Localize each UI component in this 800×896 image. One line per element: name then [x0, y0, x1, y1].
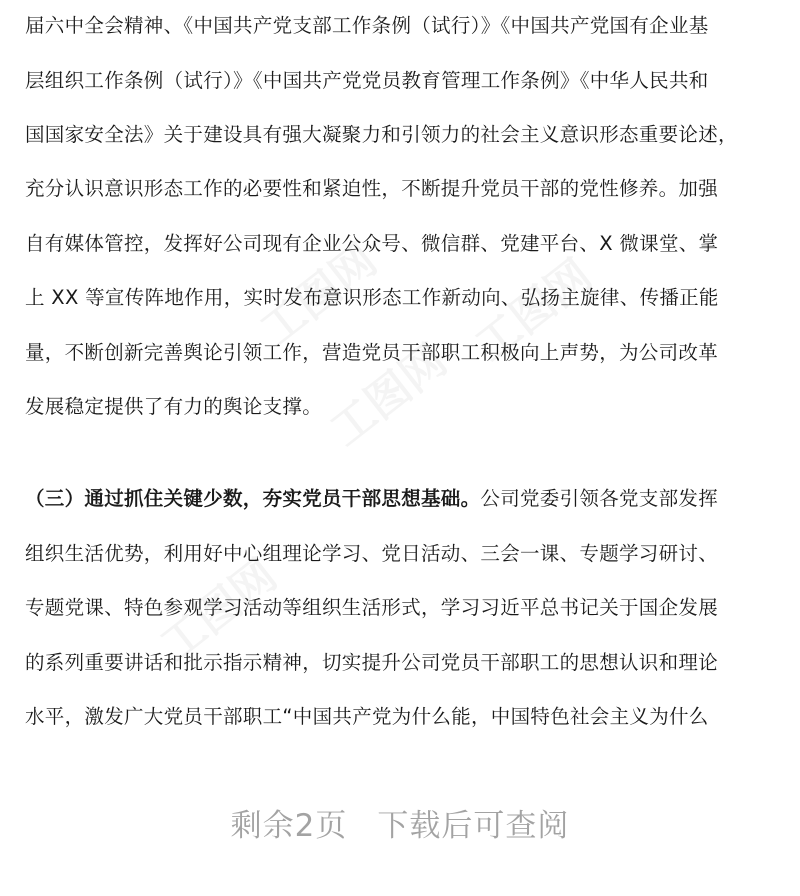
paragraph-line: 专题党课、特色参观学习活动等组织生活形式，学习习近平总书记关于国企发展: [25, 596, 719, 619]
section-3-text: 公司党委引领各党支部发挥: [480, 487, 719, 510]
paragraph-line: 组织生活优势，利用好中心组理论学习、党日活动、三会一课、专题学习研讨、: [25, 542, 719, 565]
paragraph-line: 的系列重要讲话和批示指示精神，切实提升公司党员干部职工的思想认识和理论: [25, 651, 719, 674]
paragraph-line: 届六中全会精神、《中国共产党支部工作条例（试行）》《中国共产党国有企业基: [25, 14, 709, 37]
remaining-pages-text: 剩余2页: [230, 808, 348, 844]
section-3-heading: （三）通过抓住关键少数，夯实党员干部思想基础。: [25, 487, 481, 510]
paragraph-line: 量，不断创新完善舆论引领工作，营造党员干部职工积极向上声势，为公司改革: [25, 341, 719, 364]
paragraph-line: 水平，激发广大党员干部职工“中国共产党为什么能，中国特色社会主义为什么: [25, 705, 709, 728]
paragraph-line: 自有媒体管控，发挥好公司现有企业公众号、微信群、党建平台、X 微课堂、掌: [25, 232, 719, 255]
watermark-4: 工图网: [151, 549, 287, 672]
watermark-3: 工图网: [321, 334, 457, 457]
paragraph-line: 国国家安全法》关于建设具有强大凝聚力和引领力的社会主义意识形态重要论述，: [25, 123, 738, 146]
section-3-first-line: [25, 485, 718, 513]
download-to-view-link[interactable]: 下载后可查阅: [377, 808, 570, 844]
paragraph-line: 充分认识意识形态工作的必要性和紧迫性，不断提升党员干部的党性修养。加强: [25, 177, 719, 200]
watermark-1: 工图网: [251, 234, 387, 357]
paragraph-line: 层组织工作条例（试行）》《中国共产党党员教育管理工作条例》《中华人民共和: [25, 69, 709, 92]
paragraph-line: 发展稳定提供了有力的舆论支撑。: [25, 395, 323, 418]
download-prompt[interactable]: [0, 800, 800, 845]
paragraph-line: 上 XX 等宣传阵地作用，实时发布意识形态工作新动向、弘扬主旋律、传播正能: [25, 286, 719, 309]
watermark-2: 工图网: [466, 249, 602, 372]
